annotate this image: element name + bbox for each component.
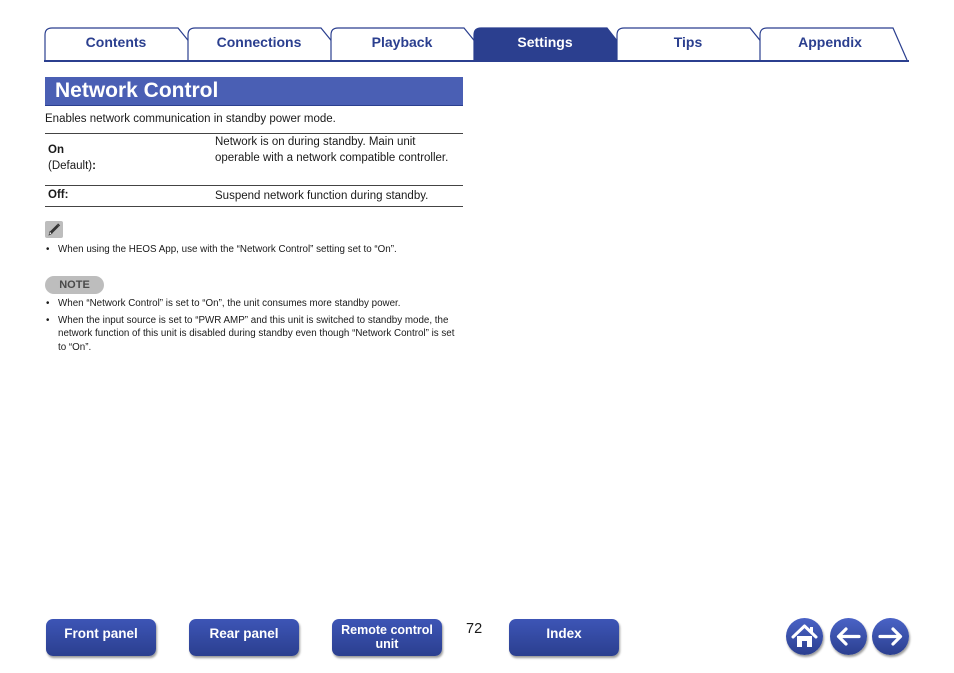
option-key <box>48 143 96 174</box>
rear-panel-button[interactable] <box>189 619 299 656</box>
option-name: On <box>48 144 64 156</box>
option-description: Suspend network function during standby. <box>215 190 429 202</box>
section-intro: Enables network communication in standby power mode. <box>45 113 336 125</box>
tab-appendix-label: Appendix <box>798 34 862 50</box>
tab-connections[interactable] <box>187 27 349 61</box>
option-key <box>48 189 68 201</box>
tab-connections-label: Connections <box>216 34 302 50</box>
tab-settings[interactable] <box>473 27 635 61</box>
note-badge: NOTE <box>45 276 104 294</box>
remote-control-unit-label: Remote control unit <box>341 623 433 651</box>
index-button[interactable] <box>509 619 619 656</box>
section-header <box>45 77 463 106</box>
chapter-tab-bar <box>44 27 910 63</box>
arrow-left-icon[interactable] <box>830 618 867 655</box>
table-row <box>45 134 463 186</box>
remote-control-unit-button[interactable] <box>332 619 442 656</box>
option-name: Off <box>48 189 65 201</box>
option-description: Network is on during standby. Main unit operable with a network compatible controller. <box>215 136 449 164</box>
options-table <box>45 133 463 207</box>
note-list <box>46 297 456 357</box>
tab-settings-label: Settings <box>517 34 573 50</box>
rear-panel-label: Rear panel <box>209 626 279 641</box>
index-label: Index <box>546 626 582 641</box>
arrow-right-icon[interactable] <box>872 618 909 655</box>
tab-playback[interactable] <box>330 27 492 61</box>
option-colon: : <box>64 189 69 201</box>
tab-bar-underline <box>44 60 909 62</box>
page-number: 72 <box>466 621 483 637</box>
front-panel-button[interactable] <box>46 619 156 656</box>
tab-contents-label: Contents <box>85 34 147 50</box>
option-default-label: (Default) <box>48 159 93 172</box>
tab-tips[interactable] <box>616 27 778 61</box>
list-item: • When the input source is set to “PWR AMP” and this unit is switched to standby mode, the network function of this unit is disabled during standby even though “Network Control” is set to “On”. <box>46 314 456 355</box>
table-row <box>45 186 463 207</box>
tab-playback-label: Playback <box>371 34 433 50</box>
memo-list <box>46 243 456 257</box>
tab-appendix[interactable] <box>759 27 909 61</box>
tab-tips-label: Tips <box>673 34 703 50</box>
pencil-icon <box>45 221 63 238</box>
front-panel-label: Front panel <box>64 626 138 641</box>
option-colon: : <box>92 159 96 172</box>
tab-contents[interactable] <box>44 27 206 61</box>
list-item: • When using the HEOS App, use with the “Network Control” setting set to “On”. <box>46 243 456 257</box>
home-icon[interactable] <box>786 618 823 655</box>
page-title: Network Control <box>55 79 219 102</box>
list-item: • When “Network Control” is set to “On”, the unit consumes more standby power. <box>46 297 456 311</box>
